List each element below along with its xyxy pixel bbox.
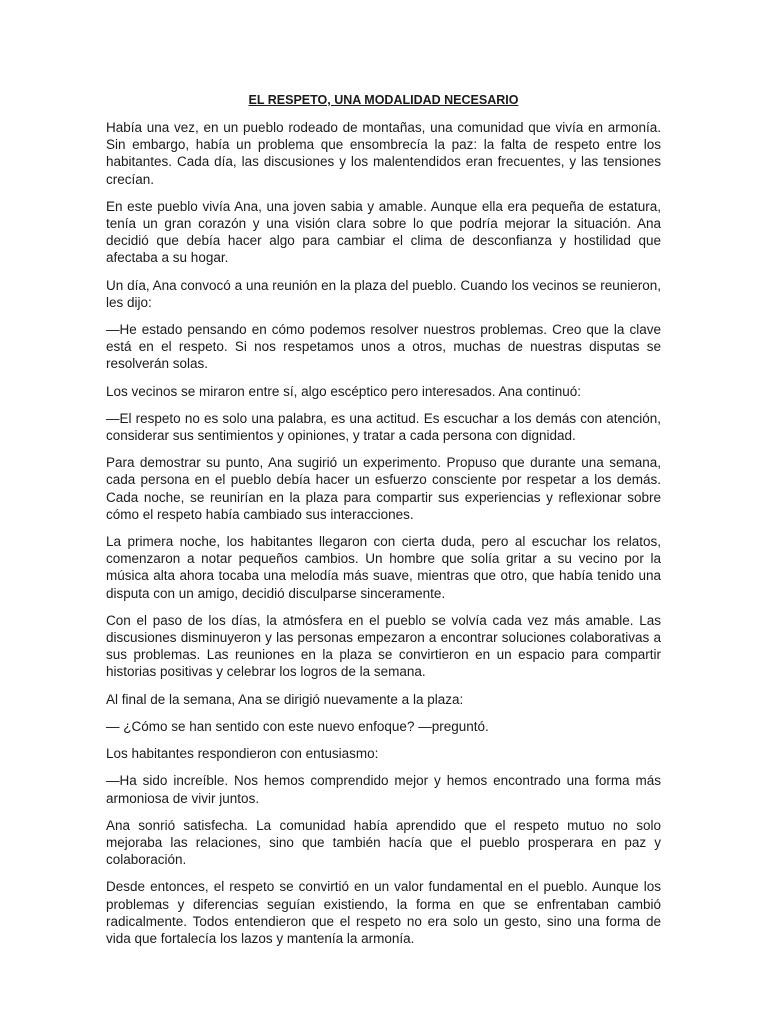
paragraph: Al final de la semana, Ana se dirigió nuevamente a la plaza: <box>106 691 464 707</box>
paragraph: —Ha sido increíble. Nos hemos comprendido mejor y hemos encontrado una forma más armoniosa de vivir juntos. <box>106 773 661 806</box>
paragraph: En este pueblo vivía Ana, una joven sabia y amable. Aunque ella era pequeña de estatura, tenía un gran corazón y una visión clara sobre lo que podría mejorar la situación. Ana decidió que debía hacer algo para cambiar el clima de desconfianza y hostilidad que afectaba a su hogar. <box>106 198 661 266</box>
paragraph: Ana sonrió satisfecha. La comunidad había aprendido que el respeto mutuo no solo mejoraba las relaciones, sino que también hacía que el pueblo prosperara en paz y colaboración. <box>106 817 661 868</box>
paragraph: —He estado pensando en cómo podemos resolver nuestros problemas. Creo que la clave está en el respeto. Si nos respetamos unos a otros, muchas de nuestras disputas se resolverán solas. <box>106 322 661 372</box>
paragraph: —El respeto no es solo una palabra, es una actitud. Es escuchar a los demás con atención, considerar sus sentimientos y opiniones, y tratar a cada persona con dignidad. <box>106 410 661 444</box>
document-body <box>106 92 661 947</box>
paragraph: Los habitantes respondieron con entusiasmo: <box>106 746 379 762</box>
paragraph: La primera noche, los habitantes llegaron con cierta duda, pero al escuchar los relatos, comenzaron a notar pequeños cambios. Un hombre que solía gritar a su vecino por la música alta ahora tocaba una melodía más suave, mientras que otro, que había tenido una disputa con un amigo, decidió disculparse sinceramente. <box>106 534 661 601</box>
paragraph: Los vecinos se miraron entre sí, algo escéptico pero interesados. Ana continuó: <box>106 383 582 399</box>
paragraph: Desde entonces, el respeto se convirtió en un valor fundamental en el pueblo. Aunque los problemas y diferencias seguían existiendo, la forma en que se enfrentaban cambió radicalmente. Todos entendieron que el respeto no era solo un gesto, sino una forma de vida que fortalecía los lazos y mantenía la armonía. <box>106 879 661 946</box>
paragraph: — ¿Cómo se han sentido con este nuevo enfoque? —preguntó. <box>106 718 489 734</box>
paragraph: Con el paso de los días, la atmósfera en el pueblo se volvía cada vez más amable. Las discusiones disminuyeron y las personas empezaron a encontrar soluciones colaborativas a sus problemas. Las reuniones en la plaza se convirtieron en un espacio para compartir historias positivas y celebrar los logros de la semana. <box>106 612 661 680</box>
paragraph: Un día, Ana convocó a una reunión en la plaza del pueblo. Cuando los vecinos se reunieron, les dijo: <box>106 277 661 310</box>
paragraph: Había una vez, en un pueblo rodeado de montañas, una comunidad que vivía en armonía. Sin embargo, había un problema que ensombrecía la paz: la falta de respeto entre los habitantes. Cada día, las discusiones y los malentendidos eran frecuentes, y las tensiones crecían. <box>106 120 661 187</box>
paragraph: Para demostrar su punto, Ana sugirió un experimento. Propuso que durante una semana, cada persona en el pueblo debía hacer un esfuerzo consciente por respetar a los demás. Cada noche, se reunirían en la plaza para compartir sus experiencias y reflexionar sobre cómo el respeto había cambiado sus interacciones. <box>106 455 661 522</box>
document-title: EL RESPETO, UNA MODALIDAD NECESARIO <box>248 93 519 107</box>
